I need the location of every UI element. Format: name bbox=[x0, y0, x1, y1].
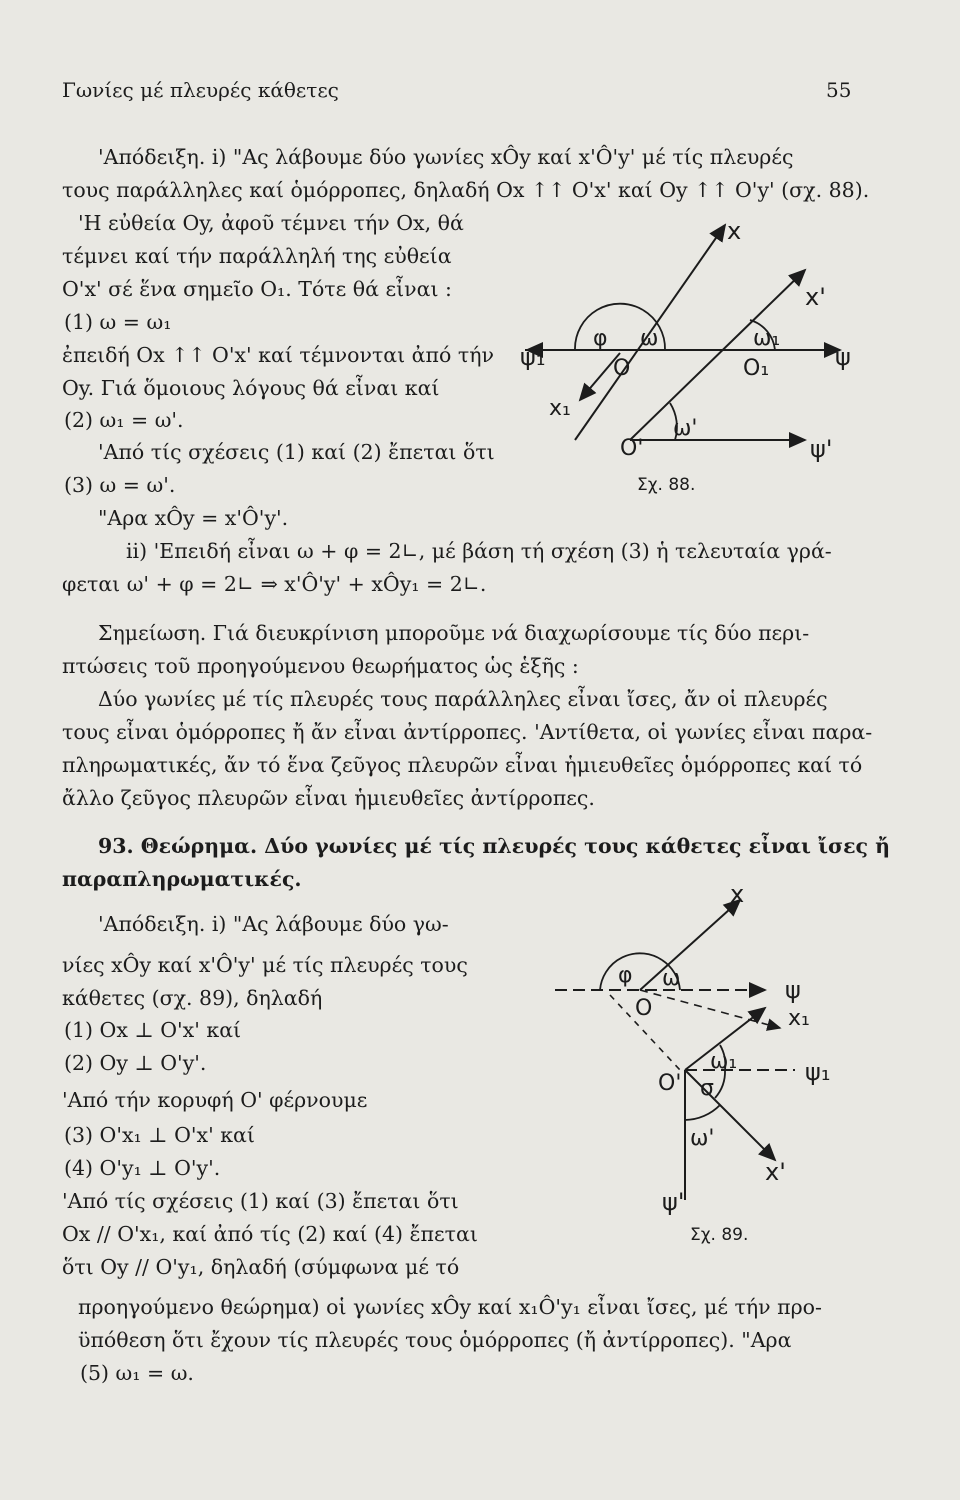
fig88-label-omega1: ω₁ bbox=[753, 326, 781, 351]
text-line: φεται ω' + φ = 2∟ ⇒ x'Ô'y' + xÔy₁ = 2∟. bbox=[62, 572, 487, 596]
theorem-heading-cont: παραπληρωματικές. bbox=[62, 867, 302, 891]
arc-omega-prime bbox=[685, 1105, 720, 1120]
fig89-label-o-prime: O' bbox=[658, 1071, 682, 1096]
text-line: Oy. Γιά ὅμοιους λόγους θά εἶναι καί bbox=[62, 376, 440, 400]
equation: (3) O'x₁ ⊥ O'x' καί bbox=[64, 1123, 255, 1147]
fig88-label-psi-prime: ψ' bbox=[810, 435, 833, 463]
equation: (1) ω = ω₁ bbox=[64, 310, 172, 334]
arc-sigma bbox=[715, 1070, 725, 1098]
line-ox1-dashed bbox=[640, 990, 780, 1028]
fig88-label-o: O bbox=[613, 356, 631, 381]
arc-phi bbox=[575, 304, 643, 350]
text-line: ὅτι Oy // O'y₁, δηλαδή (σύμφωνα μέ τό bbox=[62, 1255, 460, 1279]
equation: (3) ω = ω'. bbox=[64, 473, 176, 497]
fig88-label-psi: ψ bbox=[835, 343, 851, 371]
note-line: πτώσεις τοῦ προηγούμενου θεωρήματος ὡς ἑξῆς : bbox=[62, 654, 579, 678]
page-number: 55 bbox=[826, 78, 852, 102]
equation: (2) Oy ⊥ O'y'. bbox=[64, 1051, 207, 1075]
fig88-label-o1: O₁ bbox=[743, 356, 770, 381]
note-line: Δύο γωνίες μέ τίς πλευρές τους παράλληλες εἶναι ἴσες, ἄν οἱ πλευρές bbox=[98, 687, 828, 711]
text-line: νίες xÔy καί x'Ô'y' μέ τίς πλευρές τους bbox=[62, 953, 468, 977]
line-o1-x-prime bbox=[630, 270, 805, 440]
equation: (4) O'y₁ ⊥ O'y'. bbox=[64, 1156, 221, 1180]
equation: (5) ω₁ = ω. bbox=[80, 1361, 194, 1385]
figure-89 bbox=[540, 880, 870, 1250]
note-line: ἄλλο ζεῦγος πλευρῶν εἶναι ἡμιευθεῖες ἀντίρροπες. bbox=[62, 786, 595, 810]
fig88-label-phi: φ bbox=[593, 326, 608, 351]
fig89-label-psi-prime: ψ' bbox=[662, 1188, 685, 1216]
fig89-label-o: O bbox=[635, 996, 653, 1021]
text-line: ϋπόθεση ὅτι ἔχουν τίς πλευρές τους ὁμόρροπες (ἤ ἀντίρροπες). "Αρα bbox=[78, 1328, 792, 1352]
fig89-label-x1: x₁ bbox=[788, 1006, 810, 1031]
fig88-label-x: x bbox=[727, 217, 742, 245]
fig89-label-omega: ω bbox=[662, 966, 681, 991]
fig88-label-psi1: ψ₁ bbox=[520, 343, 546, 371]
equation: (1) Ox ⊥ O'x' καί bbox=[64, 1018, 242, 1042]
fig89-label-omega-prime: ω' bbox=[690, 1126, 715, 1151]
fig88-label-omega-prime: ω' bbox=[673, 416, 698, 441]
text-line: 'Η εὐθεία Oy, ἀφοῦ τέμνει τήν Ox, θά bbox=[78, 211, 464, 235]
fig88-caption: Σχ. 88. bbox=[637, 475, 696, 495]
fig89-label-psi1: ψ₁ bbox=[805, 1058, 831, 1086]
note-line: τους εἶναι ὁμόρροπες ἤ ἄν εἶναι ἀντίρροπες. 'Αντίθετα, οἱ γωνίες εἶναι παρα- bbox=[62, 720, 873, 744]
text-line: ii) 'Επειδή εἶναι ω + φ = 2∟, μέ βάση τή σχέση (3) ἡ τελευταία γρά- bbox=[126, 539, 832, 563]
fig89-label-x: x bbox=[730, 880, 745, 908]
text-line: O'x' σέ ἕνα σημεῖο O₁. Τότε θά εἶναι : bbox=[62, 277, 452, 301]
text-line: τέμνει καί τήν παράλληλή της εὐθεία bbox=[62, 244, 452, 268]
text-line: κάθετες (σχ. 89), δηλαδή bbox=[62, 986, 323, 1010]
text-line: ἐπειδή Ox ↑↑ O'x' καί τέμνονται ἀπό τήν bbox=[62, 343, 494, 367]
fig88-label-omega: ω bbox=[640, 326, 659, 351]
text-line: τους παράλληλες καί ὁμόρροπες, δηλαδή Ox ↑↑ O'x' καί Oy ↑↑ O'y' (σχ. 88). bbox=[62, 178, 870, 202]
text-line: 'Απόδειξη. i) "Ας λάβουμε δύο γω- bbox=[98, 912, 449, 936]
fig88-label-x1: x₁ bbox=[549, 396, 571, 421]
theorem-heading: 93. Θεώρημα. Δύο γωνίες μέ τίς πλευρές τους κάθετες εἶναι ἴσες ἤ bbox=[98, 834, 891, 858]
fig89-label-x-prime: x' bbox=[765, 1158, 786, 1186]
fig88-label-o-prime: O' bbox=[620, 436, 644, 461]
line-ox bbox=[640, 900, 740, 990]
running-title: Γωνίες μέ πλευρές κάθετες bbox=[62, 78, 339, 102]
note-line: Σημείωση. Γιά διευκρίνιση μποροῦμε νά διαχωρίσουμε τίς δύο περι- bbox=[98, 621, 810, 645]
equation: "Αρα xÔy = x'Ô'y'. bbox=[98, 506, 289, 530]
text-line: 'Από τίς σχέσεις (1) καί (2) ἔπεται ὅτι bbox=[98, 440, 495, 464]
note-line: πληρωματικές, ἄν τό ἕνα ζεῦγος πλευρῶν εἶναι ἡμιευθεῖες ὁμόρροπες καί τό bbox=[62, 753, 863, 777]
text-line: 'Απόδειξη. i) "Ας λάβουμε δύο γωνίες xÔy καί x'Ô'y' μέ τίς πλευρές bbox=[98, 145, 794, 169]
figure-88 bbox=[505, 205, 865, 505]
fig89-label-psi: ψ bbox=[785, 976, 801, 1004]
text-line: Ox // O'x₁, καί ἀπό τίς (2) καί (4) ἔπεται bbox=[62, 1222, 478, 1246]
equation: (2) ω₁ = ω'. bbox=[64, 408, 184, 432]
text-line: 'Από τήν κορυφή O' φέρνουμε bbox=[62, 1088, 368, 1112]
text-line: προηγούμενο θεώρημα) οἱ γωνίες xÔy καί x₁Ô'y₁ εἶναι ἴσες, μέ τήν προ- bbox=[78, 1295, 822, 1319]
fig89-label-sigma: σ bbox=[700, 1076, 714, 1101]
text-line: 'Από τίς σχέσεις (1) καί (3) ἔπεται ὅτι bbox=[62, 1189, 459, 1213]
fig89-caption: Σχ. 89. bbox=[690, 1225, 749, 1245]
fig89-label-phi: φ bbox=[618, 963, 633, 988]
fig88-label-x-prime: x' bbox=[805, 283, 826, 311]
fig89-label-omega1: ω₁ bbox=[710, 1049, 738, 1074]
